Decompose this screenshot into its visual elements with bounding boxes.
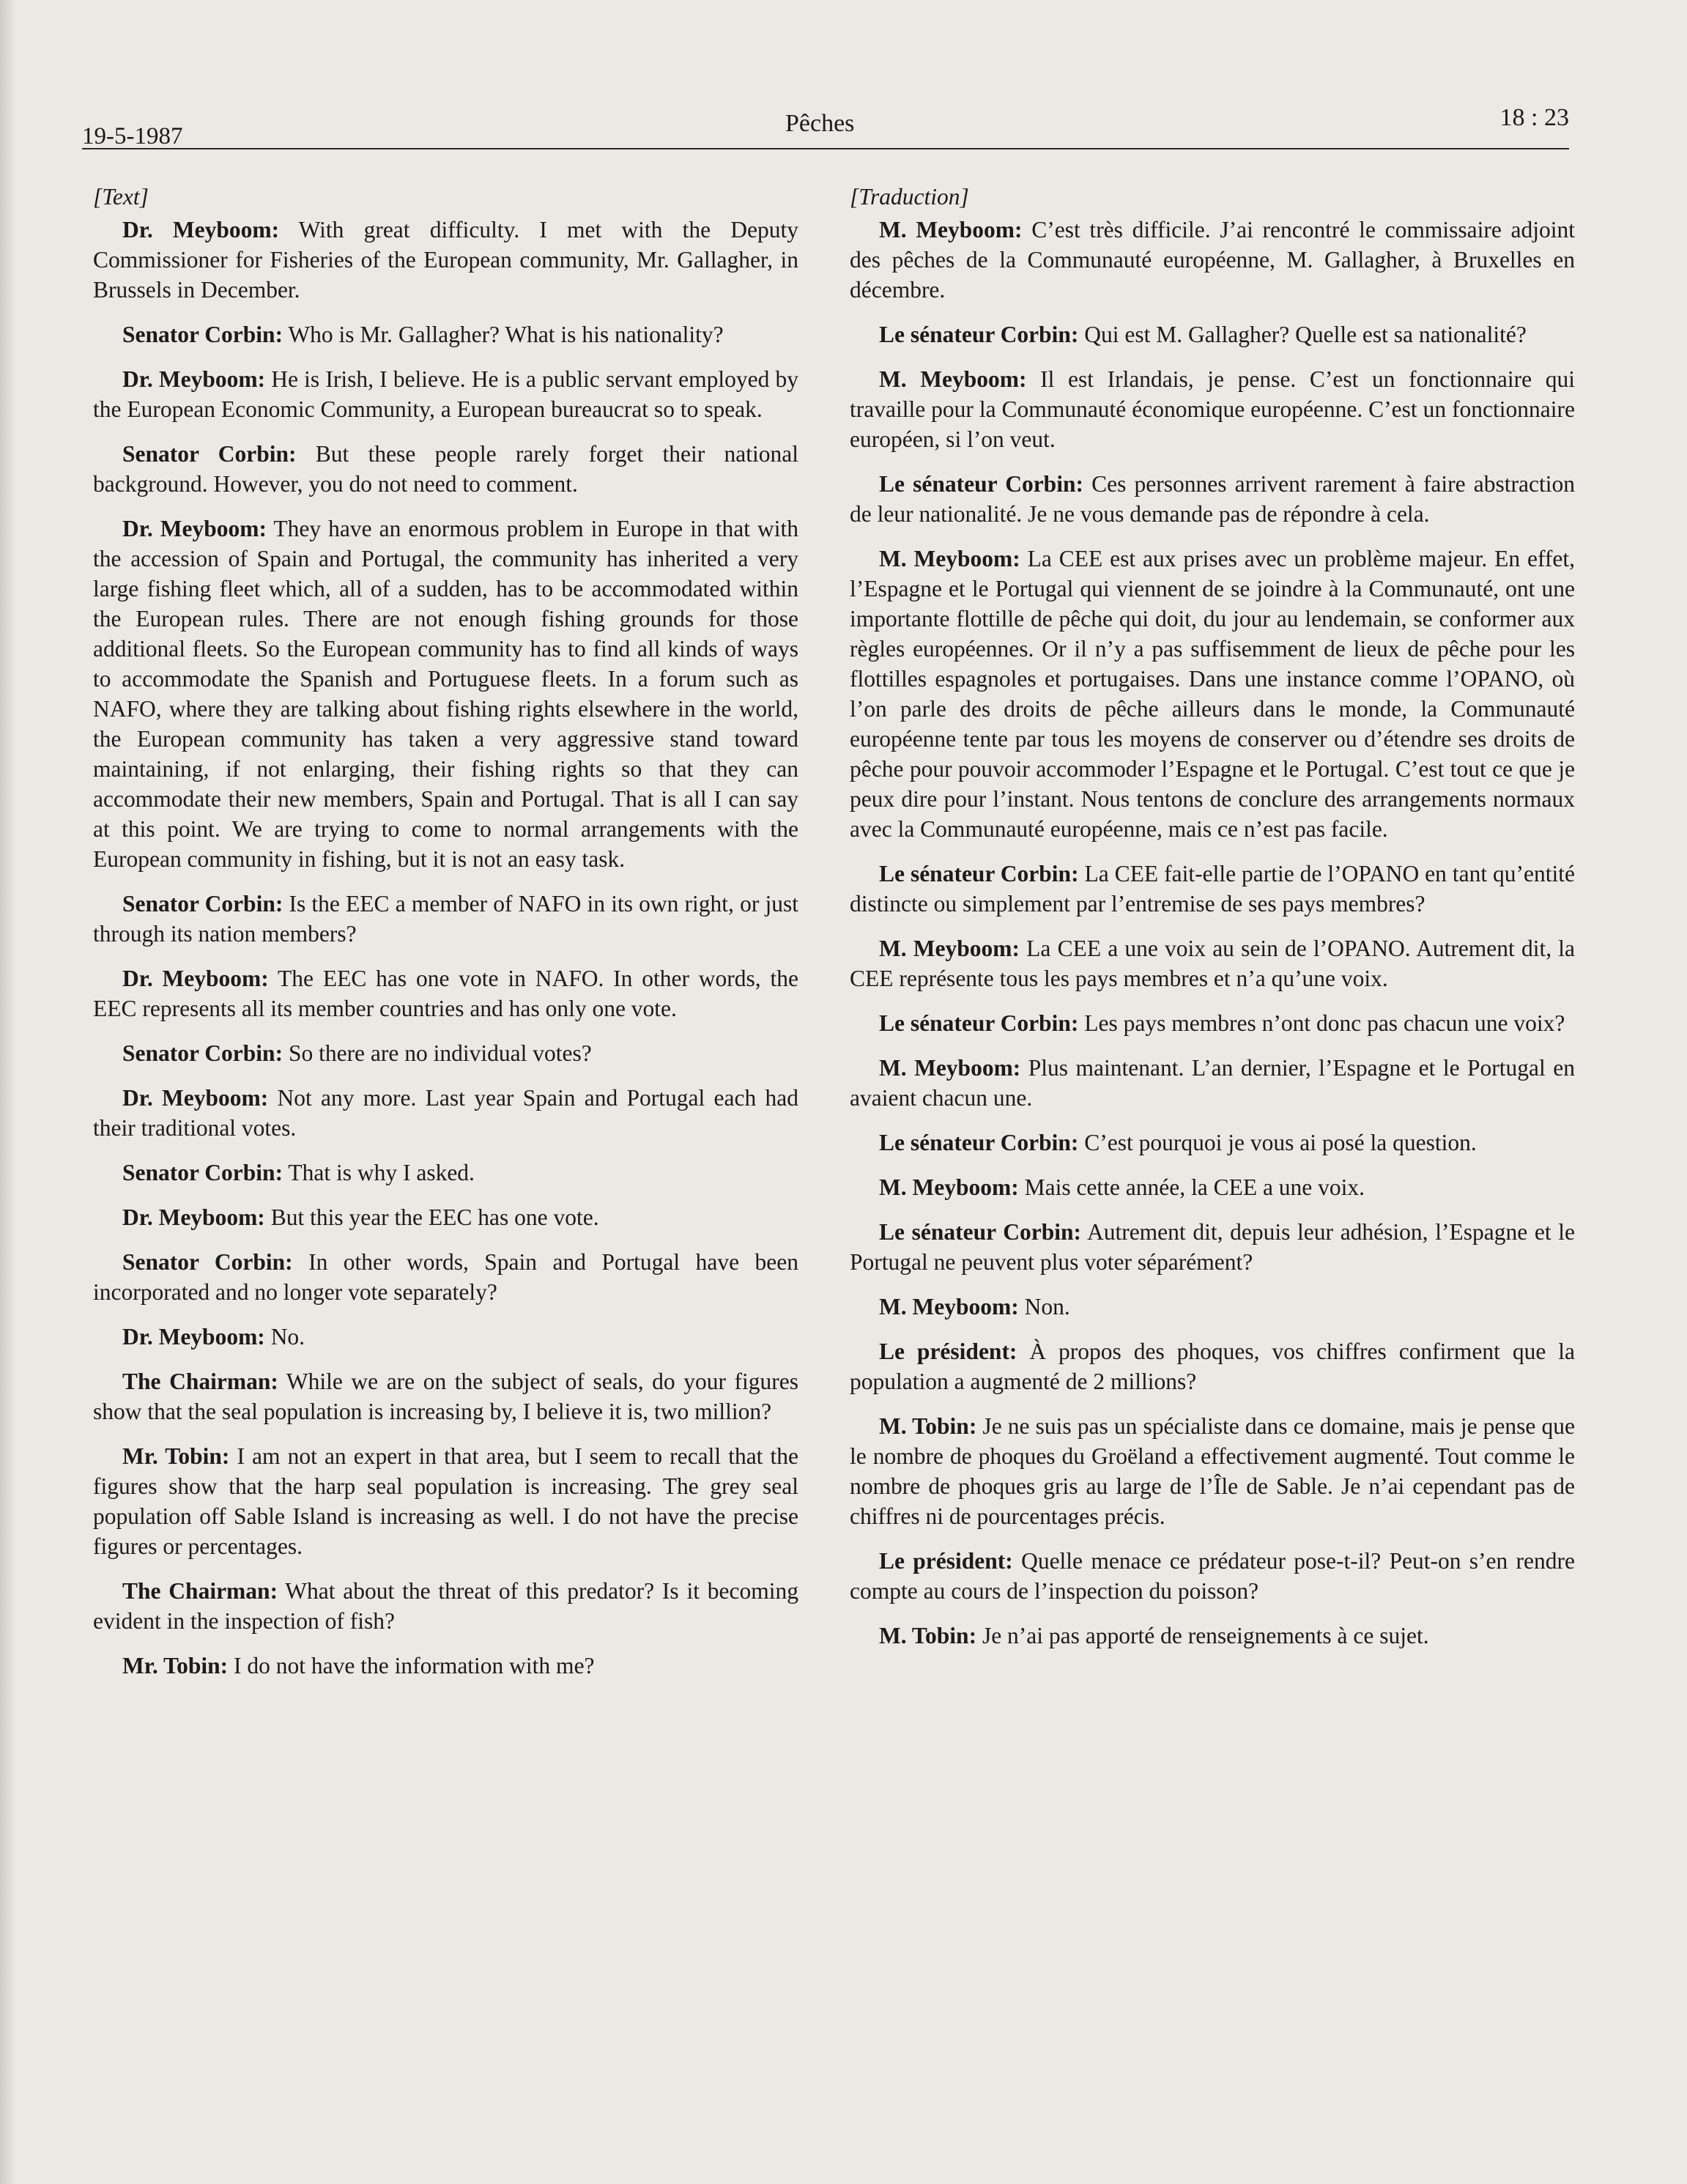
speaker-name: The Chairman: xyxy=(122,1369,278,1394)
transcript-paragraph xyxy=(93,1083,798,1143)
header-page-number: 18 : 23 xyxy=(1499,104,1569,131)
speech-text: Qui est M. Gallagher? Quelle est sa nationalité? xyxy=(1078,322,1527,347)
transcript-paragraph xyxy=(93,1651,798,1681)
speaker-name: M. Meyboom: xyxy=(879,1055,1021,1081)
speaker-name: Dr. Meyboom: xyxy=(122,217,280,243)
speaker-name: Le sénateur Corbin: xyxy=(879,1130,1079,1155)
transcript-paragraph xyxy=(850,1546,1575,1606)
transcript-paragraph xyxy=(93,1038,798,1068)
speaker-name: Le sénateur Corbin: xyxy=(879,471,1083,497)
speech-text: No. xyxy=(264,1324,305,1350)
transcript-paragraph xyxy=(93,439,798,499)
speech-text: La CEE est aux prises avec un problème majeur. En effet, l’Espagne et le Portugal qui viennent de se joindre à la Communauté, ont une importante flottille de pêche qui doit, du jour au lendemain, se conformer aux règles européennes. Or il n’y a pas suffisemment de lieux de pêche pour les flottilles espagnoles et portugaises. Dans une instance comme l’OPANO, où l’on parle des droits de pêche ailleurs dans le monde, la Communauté européenne tente par tous les moyens de conserver ou d’étendre ses droits de pêche pour pouvoir accommoder l’Espagne et le Portugal. C’est tout ce que je peux dire pour l’instant. Nous tentons de conclure des arrangements normaux avec la Communauté européenne, mais ce n’est pas facile. xyxy=(850,546,1575,842)
speech-text: Plus maintenant. L’an dernier, l’Espagne et le Portugal en avaient chacun une. xyxy=(850,1055,1575,1111)
speaker-name: Le sénateur Corbin: xyxy=(879,1219,1082,1245)
transcript-paragraph xyxy=(850,1128,1575,1158)
speaker-name: Dr. Meyboom: xyxy=(122,1324,265,1350)
transcript-paragraph xyxy=(850,1053,1575,1113)
speaker-name: Le sénateur Corbin: xyxy=(879,1010,1079,1036)
speaker-name: Le sénateur Corbin: xyxy=(879,322,1079,347)
speech-text: Is the EEC a member of NAFO in its own right, or just through its nation members? xyxy=(93,891,798,947)
speaker-name: Dr. Meyboom: xyxy=(122,366,266,392)
speaker-name: Senator Corbin: xyxy=(122,1249,293,1275)
speaker-name: M. Meyboom: xyxy=(879,1294,1019,1319)
transcript-paragraph xyxy=(850,1008,1575,1038)
speech-text: But this year the EEC has one vote. xyxy=(264,1204,599,1230)
speaker-name: M. Tobin: xyxy=(879,1623,977,1648)
speech-text: C’est très difficile. J’ai rencontré le commissaire adjoint des pêches de la Communauté européenne, M. Gallagher, à Bruxelles en décembre. xyxy=(850,217,1575,303)
speech-text: He is Irish, I believe. He is a public servant employed by the European Economic Community, a European bureaucrat so to speak. xyxy=(93,366,798,422)
speech-text: Il est Irlandais, je pense. C’est un fonctionnaire qui travaille pour la Communauté économique européenne. C’est un fonctionnaire européen, si l’on veut. xyxy=(850,366,1575,452)
speaker-name: Senator Corbin: xyxy=(122,1040,283,1066)
speech-text: Je ne suis pas un spécialiste dans ce domaine, mais je pense que le nombre de phoques du Groëland a effectivement augmenté. Tout comme le nombre de phoques gris au large de l’Île de Sable. Je n’ai cependant pas de chiffres ni de pourcentages précis. xyxy=(850,1413,1575,1529)
speech-text: Quelle menace ce prédateur pose-t-il? Peut-on s’en rendre compte au cours de l’inspection du poisson? xyxy=(850,1548,1575,1604)
transcript-paragraph xyxy=(93,1158,798,1188)
header-rule xyxy=(82,148,1569,149)
page-header xyxy=(82,104,1569,148)
transcript-paragraph xyxy=(850,859,1575,919)
transcript-paragraph xyxy=(93,1247,798,1307)
speech-text: But these people rarely forget their national background. However, you do not need to comment. xyxy=(93,441,798,497)
transcript-paragraph xyxy=(93,1441,798,1561)
transcript-paragraph xyxy=(850,1217,1575,1277)
transcript-paragraph xyxy=(850,469,1575,529)
speech-text: Who is Mr. Gallagher? What is his nationality? xyxy=(283,322,724,347)
english-column xyxy=(93,182,798,1695)
transcript-paragraph xyxy=(850,319,1575,349)
transcript-paragraph xyxy=(850,1621,1575,1651)
transcript-paragraph xyxy=(93,514,798,874)
column-label-traduction: [Traduction] xyxy=(850,184,969,210)
speaker-name: The Chairman: xyxy=(122,1578,278,1604)
transcript-paragraph xyxy=(93,1322,798,1352)
speech-text: Non. xyxy=(1018,1294,1070,1319)
transcript-paragraph xyxy=(850,215,1575,305)
speaker-name: M. Tobin: xyxy=(879,1413,977,1439)
speech-text: Je n’ai pas apporté de renseignements à ce sujet. xyxy=(976,1623,1429,1648)
speech-text: In other words, Spain and Portugal have been incorporated and no longer vote separately? xyxy=(93,1249,798,1305)
speaker-name: Dr. Meyboom: xyxy=(122,1204,265,1230)
speech-text: La CEE fait-elle partie de l’OPANO en tant qu’entité distincte ou simplement par l’entremise de ses pays membres? xyxy=(850,861,1575,917)
transcript-paragraph xyxy=(850,933,1575,993)
transcript-paragraph xyxy=(93,1202,798,1232)
transcript-paragraph xyxy=(850,1172,1575,1202)
speaker-name: Mr. Tobin: xyxy=(122,1653,229,1678)
transcript-paragraph xyxy=(93,889,798,949)
transcript-paragraph xyxy=(93,215,798,305)
speech-text: Mais cette année, la CEE a une voix. xyxy=(1018,1174,1365,1200)
speaker-name: M. Meyboom: xyxy=(879,217,1023,243)
french-paragraphs xyxy=(850,215,1575,1651)
english-paragraphs xyxy=(93,215,798,1681)
speaker-name: Mr. Tobin: xyxy=(122,1443,230,1469)
speech-text: Les pays membres n’ont donc pas chacun une voix? xyxy=(1078,1010,1565,1036)
speaker-name: Senator Corbin: xyxy=(122,441,297,467)
speaker-name: Le sénateur Corbin: xyxy=(879,861,1079,886)
transcript-paragraph xyxy=(93,319,798,349)
page-binding-shadow xyxy=(0,0,16,2184)
speaker-name: Dr. Meyboom: xyxy=(122,966,269,991)
transcript-paragraph xyxy=(93,963,798,1023)
speech-text: À propos des phoques, vos chiffres confirment que la population a augmenté de 2 millions? xyxy=(850,1339,1575,1394)
speaker-name: M. Meyboom: xyxy=(879,1174,1019,1200)
column-label-text: [Text] xyxy=(93,184,149,210)
speech-text: They have an enormous problem in Europe in that with the accession of Spain and Portugal, the community has inherited a very large fishing fleet which, all of a sudden, has to be accommodated within the European rules. There are not enough fishing grounds for those additional fleets. So the European community has to find all kinds of ways to accommodate the Spanish and Portuguese fleets. In a forum such as NAFO, where they are talking about fishing rights elsewhere in the world, the European community has taken a very aggressive stand toward maintaining, if not enlarging, their fishing rights so that they can accommodate their new members, Spain and Portugal. That is all I can say at this point. We are trying to come to normal arrangements with the European community in fishing, but it is not an easy task. xyxy=(93,516,798,872)
speaker-name: M. Meyboom: xyxy=(879,936,1020,961)
header-title: Pêches xyxy=(785,110,855,137)
transcript-paragraph xyxy=(850,1336,1575,1396)
speech-text: That is why I asked. xyxy=(283,1160,475,1185)
speaker-name: Senator Corbin: xyxy=(122,322,283,347)
speech-text: With great difficulty. I met with the Deputy Commissioner for Fisheries of the European community, Mr. Gallagher, in Brussels in December. xyxy=(93,217,798,303)
speaker-name: M. Meyboom: xyxy=(879,366,1027,392)
transcript-paragraph xyxy=(850,364,1575,454)
transcript-paragraph xyxy=(850,544,1575,844)
speaker-name: M. Meyboom: xyxy=(879,546,1020,571)
speech-text: Not any more. Last year Spain and Portugal each had their traditional votes. xyxy=(93,1085,798,1141)
speaker-name: Le président: xyxy=(879,1548,1013,1574)
speech-text: Ces personnes arrivent rarement à faire abstraction de leur nationalité. Je ne vous demande pas de répondre à cela. xyxy=(850,471,1575,527)
speech-text: While we are on the subject of seals, do your figures show that the seal population is increasing by, I believe it is, two million? xyxy=(93,1369,799,1424)
transcript-paragraph xyxy=(850,1292,1575,1322)
speaker-name: Dr. Meyboom: xyxy=(122,1085,269,1111)
transcript-paragraph xyxy=(93,1576,798,1636)
speech-text: Autrement dit, depuis leur adhésion, l’Espagne et le Portugal ne peuvent plus voter séparément? xyxy=(850,1219,1575,1275)
speaker-name: Le président: xyxy=(879,1339,1017,1364)
speech-text: The EEC has one vote in NAFO. In other words, the EEC represents all its member countries and has only one vote. xyxy=(93,966,798,1021)
transcript-paragraph xyxy=(93,1366,798,1426)
speech-text: What about the threat of this predator? Is it becoming evident in the inspection of fish? xyxy=(93,1578,798,1634)
speech-text: So there are no individual votes? xyxy=(283,1040,592,1066)
transcript-paragraph xyxy=(850,1411,1575,1531)
speech-text: I am not an expert in that area, but I seem to recall that the figures show that the harp seal population is increasing. The grey seal population off Sable Island is increasing as well. I do not have the precise figures or percentages. xyxy=(93,1443,799,1559)
speech-text: La CEE a une voix au sein de l’OPANO. Autrement dit, la CEE représente tous les pays membres et n’a qu’une voix. xyxy=(850,936,1575,991)
header-date: 19-5-1987 xyxy=(82,123,183,149)
speaker-name: Dr. Meyboom: xyxy=(122,516,267,541)
speech-text: C’est pourquoi je vous ai posé la question. xyxy=(1078,1130,1477,1155)
speaker-name: Senator Corbin: xyxy=(122,891,283,917)
french-column xyxy=(850,182,1575,1665)
speech-text: I do not have the information with me? xyxy=(228,1653,595,1678)
speaker-name: Senator Corbin: xyxy=(122,1160,283,1185)
transcript-paragraph xyxy=(93,364,798,424)
